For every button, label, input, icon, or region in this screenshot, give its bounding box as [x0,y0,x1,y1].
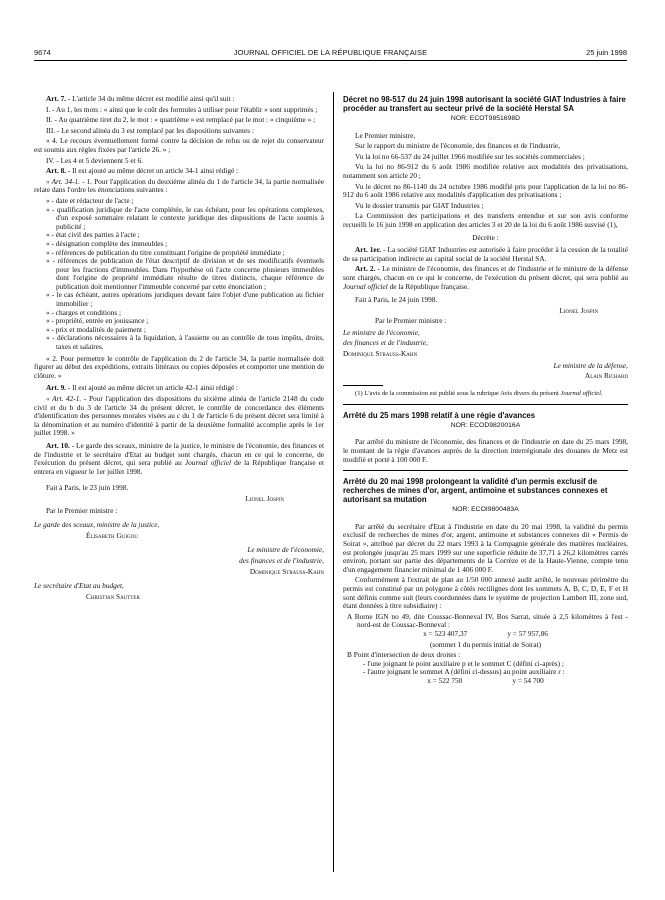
article-7-i: I. - Au 1, les mots : « ainsi que le coût des formules à utiliser pour l'établir » sont supprimés ; [46,104,318,114]
arrete-1-text: Par arrêté du ministre de l'économie, des finances et de l'industrie en date du 25 mars 1998, le montant de la régie d'avances auprès de la direction interrégionale des douanes de Metz est modifié et porté à 100 000 F. [343,437,628,464]
decree-min-eco-name: Dominique Strauss-Kahn [343,349,418,359]
footnote-rule [343,385,383,386]
list-item: « - prix et modalités de paiement ; [46,324,146,334]
article-34-1: « Art. 34-1. - 1. Pour l'application du deuxième alinéa du 1 de l'article 34, la partie normalisée relate dans l'ordre les énonciations suivantes : [34,176,325,195]
point-b-coords: x = 522 750 y = 54 700 [427,675,544,685]
left-column [34,95,324,603]
min-eco-title-2: des finances et de l'industrie, [239,555,324,565]
sec-budget-title: Le secrétaire d'Etat au budget, [34,581,124,591]
issue-date: 25 juin 1998 [586,48,627,57]
list-item: « - qualification juridique de l'acte complétée, le cas échéant, pour les opérations complexes, d'un exposé sommaire relatant le contexte juridique des dispositions de l'acte soumis à publicité ; [46,204,324,231]
right-column [343,95,628,688]
list-item: « - déclarations nécessaires à la liquidation, à l'assiette ou au contrôle de tous impôts, droits, taxes et salaires. [46,333,324,352]
decree-fait: Fait à Paris, le 24 juin 1998. [355,295,438,305]
decree-min-eco-2: des finances et de l'industrie, [343,338,428,348]
decree-vu-4: Vu le dossier transmis par GIAT Industries ; [355,200,484,210]
decree-min-eco-1: Le ministre de l'économie, [343,327,420,337]
by-pm-label: Par le Premier ministre : [46,505,118,515]
point-a-note: (sommet 1 du permis initial de Soirat) [429,639,542,649]
decree-vu-5: La Commission des participations et des transferts entendue et sur son avis conforme recueilli le 16 juin 1998 en application des articles 3 et 20 de la loi du 6 août 1986 susvisé (1), [343,211,628,229]
signing-place-date: Fait à Paris, le 23 juin 1998. [46,483,129,493]
decree-art-1: Art. 1er. - La société GIAT Industries est autorisée à faire procéder à la cession de la totalité de sa participation indirecte au capital social de la société Herstal SA. [343,245,628,263]
arrete-2-p2: Conformément à l'extrait de plan au 1/50 000 annexé audit arrêté, le nouveau périmètre du permis est constitué par un polygone à côtés rectilignes dont les sommets A, B, C, D, E, F et H sont définis comme suit (leurs coordonnées dans le système de projection Lambert III, zone sud, étant données à titre subsidiaire) : [343,575,628,611]
min-eco-name: Dominique Strauss-Kahn [249,566,324,576]
list-item: « - propriété, entrée en jouissance ; [46,316,149,326]
article-8: Art. 8. - Il est ajouté au même décret un article 34-1 ainsi rédigé : [46,166,239,176]
decree-footnote: (1) L'avis de la commission est publié sous la rubrique Avis divers du présent Journal officiel. [355,389,603,397]
decree-pm: Le Premier ministre, [355,130,416,140]
arrete-2-title: Arrêté du 20 mai 1998 prolongeant la validité d'un permis exclusif de recherches de mines d'or, argent, antimoine et substances connexes et autorisant sa mutation [343,477,608,505]
list-item: « - charges et conditions ; [46,307,122,317]
page-number: 9674 [34,48,51,57]
decree-by-pm: Par le Premier ministre : [375,316,447,326]
decree-min-def-name: Alain Richard [584,371,628,381]
arrete-2-nor: NOR: ECOI9800483A [452,506,519,514]
arrete-1-nor: NOR: ECOD9820016A [450,421,521,429]
decree-rapport: Sur le rapport du ministre de l'économie, des finances et de l'industrie, [355,141,561,151]
decrete: Décrète : [472,232,499,242]
article-34-1-list [34,197,324,352]
section-rule-2 [343,470,628,471]
decree-art-2: Art. 2. - Le ministre de l'économie, des finances et de l'industrie et le ministre de la défense sont chargés, chacun en ce qui le concerne, de l'exécution du présent décret, qui sera publié au Journal officiel de la République française. [343,264,628,291]
arrete-2-p1: Par arrêté du secrétaire d'Etat à l'industrie en date du 20 mai 1998, la validité du permis exclusif de recherches de mines d'or, argent, antimoine et substances connexes dit « Permis de Soirat », attribué par décret du 22 mars 1993 à la Compagnie générale des matières nucléaires, est prolongée jusqu'au 25 mars 1999 sur une superficie réduite de 37,71 à 26,2 kilomètres carrés environ, portant sur partie des départements de la Corrèze et de la Haute-Vienne, compte tenu d'un engagement financier minimal de 1 406 000 F. [343,521,628,574]
point-a-coords: x = 523 407,37 y = 57 957,86 [423,628,548,638]
page-header [34,48,627,60]
sec-budget-name: Christian Sautter [86,591,140,601]
list-item: « - date et rédacteur de l'acte ; [46,195,134,205]
min-eco-title-1: Le ministre de l'économie, [247,545,324,555]
arrete-1-title: Arrêté du 25 mars 1998 relatif à une régie d'avances [343,410,536,420]
article-7-iv: IV. - Les 4 et 5 deviennent 5 et 6. [46,155,143,165]
article-34-1-para-2: « 2. Pour permettre le contrôle de l'application du 2 de l'article 34, la partie normalisée doit figurer au début des expéditions, extraits littéraux ou copies déposées et comporter une mention de clôture. » [34,353,324,380]
article-7: Art. 7. - L'article 34 du même décret est modifié ainsi qu'il suit : [46,94,235,103]
list-item: « - état civil des parties à l'acte ; [46,230,140,240]
journal-title: JOURNAL OFFICIEL DE LA RÉPUBLIQUE FRANÇAISE [233,48,428,57]
point-b: B Point d'intersection de deux droites : [347,650,461,660]
point-b-line-1: - l'une joignant le point auxiliaire p et le sommet C (défini ci-après) ; [363,658,564,668]
point-a: A Borne IGN no 49, dite Coussac-Bonneval IV, Bos Sarrat, située à 2,5 kilomètres à l'est - nord-est de Coussac-Bonneval : [347,611,628,630]
column-divider [333,92,334,872]
point-b-line-2: - l'autre joignant le sommet A (défini ci-dessus) au point auxiliaire r : [363,667,565,677]
section-rule-1 [343,404,628,405]
list-item: « - références de publication du titre constituant l'origine de propriété immédiate ; [46,247,285,257]
article-10: Art. 10. - Le garde des sceaux, ministre de la justice, le ministre de l'économie, des finances et de l'industrie et le secrétaire d'Etat au budget sont chargés, chacun en ce qui le concerne, de l'exécution du présent décret, qui sera publié au Journal officiel de la République française et entrera en vigueur le 1er juillet 1998. [34,440,325,476]
article-7-ii: II. - Au quatrième tiret du 2, le mot : « quatrième » est remplacé par le mot : « cinquième » ; [46,115,316,125]
decree-nor: NOR: ECOT9851698D [450,115,521,122]
signature-pm: Lionel Jospin [245,493,284,503]
decree-signature-pm: Lionel Jospin [559,305,598,315]
decree-title: Décret no 98-517 du 24 juin 1998 autorisant la société GIAT Industries à faire procéder au transfert au secteur privé de la société Herstal SA [343,95,626,113]
list-item: « - références de publication de l'état descriptif de division et de ses modificatifs éventuels pour les fractions d'immeubles. Dans l'hypothèse où l'acte concerne plusieurs immeubles dont l'origine de propriété immédiate résulte de titres distincts, chaque référence de publication doit mentionner l'immeuble concerné par cette énonciation ; [46,256,324,291]
decree-vu-2: Vu la loi no 86-912 du 6 août 1986 modifiée relative aux modalités des privatisations, notamment son article 20 ; [343,162,628,180]
article-9: Art. 9. - Il est ajouté au même décret un article 42-1 ainsi rédigé : [46,383,239,393]
decree-vu-3: Vu le décret no 86-1140 du 24 octobre 1986 modifié pris pour l'application de la loi no 86-912 du 6 août 1986 relative aux modalités d'application des privatisations ; [343,181,628,200]
list-item: « - désignation complète des immeubles ; [46,238,168,248]
decree-vu-1: Vu la loi no 66-537 du 24 juillet 1966 modifiée sur les sociétés commerciales ; [355,151,585,161]
header-rule [34,60,627,61]
article-42-1: « Art. 42-1. - Pour l'application des dispositions du sixième alinéa de l'article 2148 du code civil et du b du 3 de l'article 34 du présent décret, le contrôle de concordance des éléments d'identification des personnes morales visées au c du 1 de l'article 6 du présent décret sera limité à la dénomination et au numéro d'identité à partir de la deuxième formalité accomplie après le 1er juillet 1998. » [34,394,324,438]
list-item: « - le cas échéant, autres opérations juridiques devant faire l'objet d'une publication au fichier immobilier ; [46,290,324,309]
article-7-iii: III. - Le second alinéa du 3 est remplacé par les dispositions suivantes : [46,125,254,135]
decree-min-def: Le ministre de la défense, [553,360,628,370]
garde-title: Le garde des sceaux, ministre de la justice, [34,520,160,530]
garde-name: Élisabeth Guigou [86,530,138,540]
article-7-quote: « 4. Le recours éventuellement formé contre la décision de refus ou de rejet du conservateur est soumis aux règles fixées par l'article 26. » ; [34,136,324,154]
